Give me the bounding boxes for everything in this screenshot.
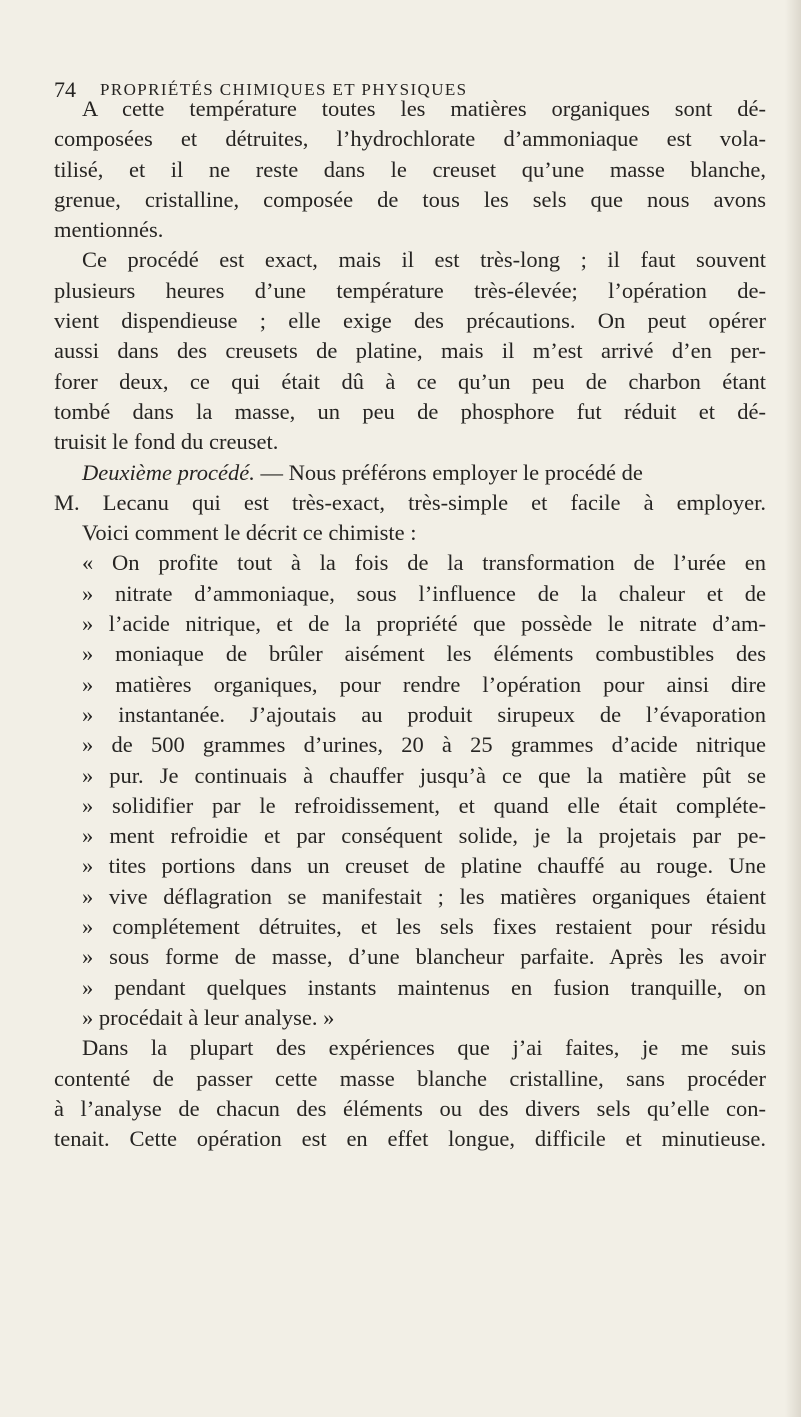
- quote-line: » sous forme de masse, d’une blancheur parfaite. Après les avoir: [82, 944, 766, 970]
- body-text: [54, 94, 766, 1154]
- page-edge-shadow: [785, 0, 801, 1417]
- running-head: PROPRIÉTÉS CHIMIQUES ET PHYSIQUES: [100, 80, 468, 99]
- quote-line: » procédait à leur analyse. »: [82, 1004, 335, 1030]
- quote-line: » complétement détruites, et les sels fixes restaient pour résidu: [82, 914, 766, 940]
- text-line: grenue, cristalline, composée de tous les sels que nous avons: [54, 186, 766, 212]
- quote-line: » vive déflagration se manifestait ; les matières organiques étaient: [82, 883, 766, 909]
- quote-line: » de 500 grammes d’urines, 20 à 25 grammes d’acide nitrique: [82, 732, 766, 758]
- text-line: tenait. Cette opération est en effet longue, difficile et minutieuse.: [54, 1126, 766, 1152]
- text-line: truisit le fond du creuset.: [54, 429, 279, 455]
- text-line: Voici comment le décrit ce chimiste :: [82, 520, 417, 546]
- quote-line: » pendant quelques instants maintenus en fusion tranquille, on: [82, 974, 766, 1000]
- section-heading: Deuxième procédé.: [82, 459, 255, 485]
- text-line: tombé dans la masse, un peu de phosphore fut réduit et dé-: [54, 398, 766, 424]
- text-line: mentionnés.: [54, 217, 164, 243]
- text-line: à l’analyse de chacun des éléments ou des divers sels qu’elle con-: [54, 1095, 766, 1121]
- quote-line: » instantanée. J’ajoutais au produit sirupeux de l’évaporation: [82, 701, 766, 727]
- text-line: aussi dans des creusets de platine, mais il m’est arrivé d’en per-: [54, 338, 766, 364]
- quote-line: » nitrate d’ammoniaque, sous l’influence de la chaleur et de: [82, 580, 766, 606]
- quote-line: » pur. Je continuais à chauffer jusqu’à ce que la matière pût se: [82, 762, 766, 788]
- quote-line: » moniaque de brûler aisément les éléments combustibles des: [82, 641, 766, 667]
- text-line: contenté de passer cette masse blanche cristalline, sans procéder: [54, 1065, 766, 1091]
- text-line-section-start: [54, 458, 766, 488]
- quote-line: » solidifier par le refroidissement, et quand elle était compléte-: [82, 792, 766, 818]
- text-line: forer deux, ce qui était dû à ce qu’un peu de charbon étant: [54, 368, 766, 394]
- text-line: M. Lecanu qui est très-exact, très-simple et facile à employer.: [54, 489, 766, 515]
- text-line: Ce procédé est exact, mais il est très-long ; il faut souvent: [82, 247, 766, 273]
- quote-line: » ment refroidie et par conséquent solide, je la projetais par pe-: [82, 823, 766, 849]
- page-number: 74: [54, 77, 76, 102]
- text-line: plusieurs heures d’une température très-élevée; l’opération de-: [54, 277, 766, 303]
- text-line: tilisé, et il ne reste dans le creuset qu’une masse blanche,: [54, 156, 766, 182]
- text-line: A cette température toutes les matières organiques sont dé-: [82, 96, 766, 121]
- quote-line: » tites portions dans un creuset de platine chauffé au rouge. Une: [82, 853, 766, 879]
- text-line: composées et détruites, l’hydrochlorate d’ammoniaque est vola-: [54, 126, 766, 152]
- quote-line: « On profite tout à la fois de la transformation de l’urée en: [82, 550, 766, 576]
- quote-line: » matières organiques, pour rendre l’opération pour ainsi dire: [82, 671, 766, 697]
- section-text: — Nous préférons employer le procédé de: [254, 459, 643, 485]
- text-line: Dans la plupart des expériences que j’ai faites, je me suis: [82, 1035, 766, 1061]
- quote-line: » l’acide nitrique, et de la propriété que possède le nitrate d’am-: [82, 611, 766, 637]
- text-line: vient dispendieuse ; elle exige des précautions. On peut opérer: [54, 308, 766, 334]
